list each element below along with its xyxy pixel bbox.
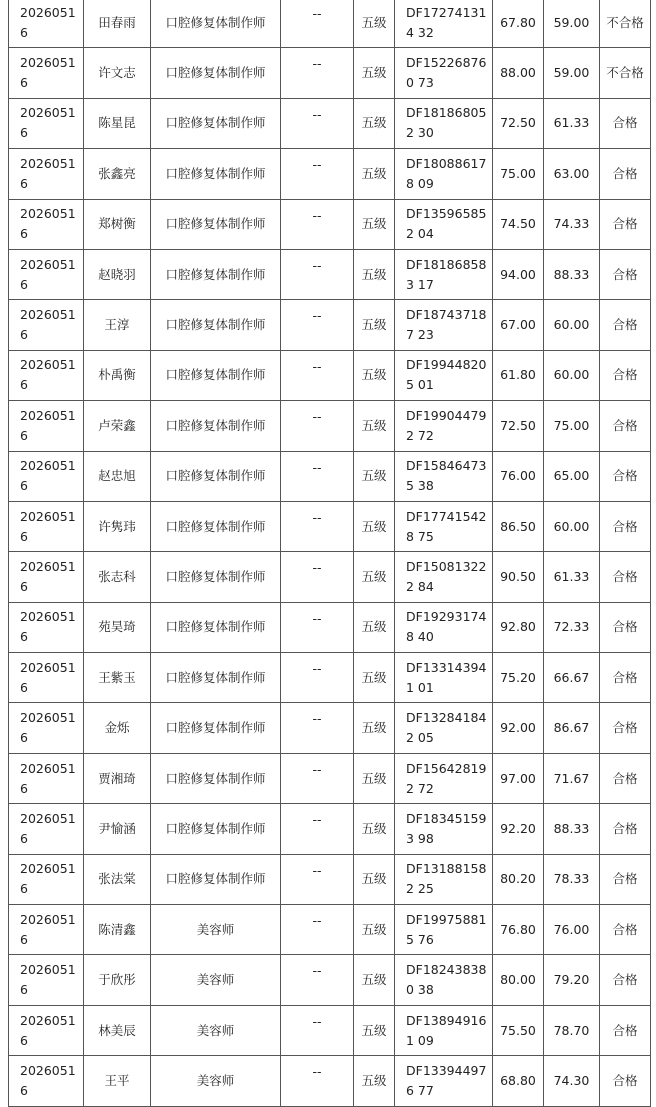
note-cell: -- — [281, 401, 354, 451]
certificate-number-cell: DF133143941 01 — [395, 653, 493, 703]
skill-score-cell: 78.33 — [544, 854, 600, 904]
note-cell: -- — [281, 350, 354, 400]
result-cell: 合格 — [600, 501, 651, 551]
result-cell: 合格 — [600, 451, 651, 501]
level-cell: 五级 — [354, 501, 395, 551]
note-cell: -- — [281, 552, 354, 602]
candidate-name-cell: 苑昊琦 — [84, 602, 151, 652]
note-cell: -- — [281, 905, 354, 955]
occupation-cell: 口腔修复体制作师 — [151, 501, 281, 551]
certificate-number-cell: DF131881582 25 — [395, 854, 493, 904]
level-cell: 五级 — [354, 0, 395, 48]
occupation-cell: 美容师 — [151, 1005, 281, 1055]
certificate-number-cell: DF187437187 23 — [395, 300, 493, 350]
occupation-cell: 口腔修复体制作师 — [151, 804, 281, 854]
candidate-name-cell: 王淳 — [84, 300, 151, 350]
theory-score-cell: 72.50 — [493, 98, 544, 148]
exam-date-cell: 20260516 — [9, 653, 84, 703]
theory-score-cell: 67.80 — [493, 0, 544, 48]
theory-score-cell: 74.50 — [493, 199, 544, 249]
theory-score-cell: 88.00 — [493, 48, 544, 98]
skill-score-cell: 65.00 — [544, 451, 600, 501]
exam-date-cell: 20260516 — [9, 602, 84, 652]
level-cell: 五级 — [354, 199, 395, 249]
skill-score-cell: 63.00 — [544, 149, 600, 199]
note-cell: -- — [281, 199, 354, 249]
skill-score-cell: 86.67 — [544, 703, 600, 753]
skill-score-cell: 75.00 — [544, 401, 600, 451]
exam-date-cell: 20260516 — [9, 401, 84, 451]
table-row — [9, 199, 651, 249]
occupation-cell: 口腔修复体制作师 — [151, 401, 281, 451]
exam-date-cell: 20260516 — [9, 804, 84, 854]
level-cell: 五级 — [354, 98, 395, 148]
exam-date-cell: 20260516 — [9, 300, 84, 350]
note-cell: -- — [281, 653, 354, 703]
certificate-number-cell: DF180886178 09 — [395, 149, 493, 199]
exam-date-cell: 20260516 — [9, 854, 84, 904]
result-cell: 合格 — [600, 905, 651, 955]
occupation-cell: 口腔修复体制作师 — [151, 48, 281, 98]
occupation-cell: 口腔修复体制作师 — [151, 854, 281, 904]
level-cell: 五级 — [354, 955, 395, 1005]
skill-score-cell: 72.33 — [544, 602, 600, 652]
certificate-number-cell: DF192931748 40 — [395, 602, 493, 652]
occupation-cell: 口腔修复体制作师 — [151, 552, 281, 602]
candidate-name-cell: 许隽玮 — [84, 501, 151, 551]
theory-score-cell: 92.80 — [493, 602, 544, 652]
exam-date-cell: 20260516 — [9, 249, 84, 299]
note-cell: -- — [281, 1056, 354, 1106]
table-row — [9, 1005, 651, 1055]
exam-date-cell: 20260516 — [9, 501, 84, 551]
table-row — [9, 300, 651, 350]
certificate-number-cell: DF135965852 04 — [395, 199, 493, 249]
certificate-number-cell: DF181868052 30 — [395, 98, 493, 148]
theory-score-cell: 76.00 — [493, 451, 544, 501]
occupation-cell: 美容师 — [151, 1056, 281, 1106]
result-cell: 不合格 — [600, 48, 651, 98]
score-table — [8, 0, 651, 1107]
candidate-name-cell: 张法棠 — [84, 854, 151, 904]
result-cell: 合格 — [600, 1056, 651, 1106]
theory-score-cell: 67.00 — [493, 300, 544, 350]
occupation-cell: 口腔修复体制作师 — [151, 451, 281, 501]
level-cell: 五级 — [354, 905, 395, 955]
skill-score-cell: 59.00 — [544, 0, 600, 48]
candidate-name-cell: 陈星昆 — [84, 98, 151, 148]
note-cell: -- — [281, 0, 354, 48]
candidate-name-cell: 尹愉涵 — [84, 804, 151, 854]
result-cell: 合格 — [600, 401, 651, 451]
level-cell: 五级 — [354, 552, 395, 602]
occupation-cell: 口腔修复体制作师 — [151, 149, 281, 199]
table-row — [9, 0, 651, 48]
note-cell: -- — [281, 804, 354, 854]
table-row — [9, 653, 651, 703]
certificate-number-cell: DF150813222 84 — [395, 552, 493, 602]
skill-score-cell: 60.00 — [544, 501, 600, 551]
skill-score-cell: 88.33 — [544, 804, 600, 854]
theory-score-cell: 90.50 — [493, 552, 544, 602]
level-cell: 五级 — [354, 653, 395, 703]
note-cell: -- — [281, 249, 354, 299]
skill-score-cell: 59.00 — [544, 48, 600, 98]
level-cell: 五级 — [354, 804, 395, 854]
exam-date-cell: 20260516 — [9, 552, 84, 602]
occupation-cell: 口腔修复体制作师 — [151, 703, 281, 753]
occupation-cell: 口腔修复体制作师 — [151, 653, 281, 703]
note-cell: -- — [281, 955, 354, 1005]
result-cell: 合格 — [600, 149, 651, 199]
note-cell: -- — [281, 501, 354, 551]
result-cell: 不合格 — [600, 0, 651, 48]
skill-score-cell: 71.67 — [544, 753, 600, 803]
skill-score-cell: 60.00 — [544, 300, 600, 350]
candidate-name-cell: 田春雨 — [84, 0, 151, 48]
note-cell: -- — [281, 602, 354, 652]
certificate-number-cell: DF133944976 77 — [395, 1056, 493, 1106]
certificate-number-cell: DF181868583 17 — [395, 249, 493, 299]
occupation-cell: 口腔修复体制作师 — [151, 753, 281, 803]
occupation-cell: 口腔修复体制作师 — [151, 300, 281, 350]
candidate-name-cell: 金烁 — [84, 703, 151, 753]
table-row — [9, 501, 651, 551]
certificate-number-cell: DF156428192 72 — [395, 753, 493, 803]
table-row — [9, 350, 651, 400]
table-row — [9, 48, 651, 98]
exam-date-cell: 20260516 — [9, 1056, 84, 1106]
level-cell: 五级 — [354, 300, 395, 350]
certificate-number-cell: DF199448205 01 — [395, 350, 493, 400]
candidate-name-cell: 张志科 — [84, 552, 151, 602]
theory-score-cell: 75.00 — [493, 149, 544, 199]
theory-score-cell: 68.80 — [493, 1056, 544, 1106]
table-row — [9, 149, 651, 199]
level-cell: 五级 — [354, 401, 395, 451]
level-cell: 五级 — [354, 703, 395, 753]
result-cell: 合格 — [600, 552, 651, 602]
exam-date-cell: 20260516 — [9, 350, 84, 400]
exam-date-cell: 20260516 — [9, 451, 84, 501]
candidate-name-cell: 王平 — [84, 1056, 151, 1106]
level-cell: 五级 — [354, 1005, 395, 1055]
certificate-number-cell: DF132841842 05 — [395, 703, 493, 753]
note-cell: -- — [281, 300, 354, 350]
table-row — [9, 804, 651, 854]
note-cell: -- — [281, 703, 354, 753]
result-cell: 合格 — [600, 955, 651, 1005]
skill-score-cell: 60.00 — [544, 350, 600, 400]
candidate-name-cell: 赵晓羽 — [84, 249, 151, 299]
level-cell: 五级 — [354, 48, 395, 98]
theory-score-cell: 75.50 — [493, 1005, 544, 1055]
exam-date-cell: 20260516 — [9, 98, 84, 148]
result-cell: 合格 — [600, 249, 651, 299]
note-cell: -- — [281, 48, 354, 98]
occupation-cell: 口腔修复体制作师 — [151, 199, 281, 249]
theory-score-cell: 94.00 — [493, 249, 544, 299]
exam-date-cell: 20260516 — [9, 905, 84, 955]
theory-score-cell: 92.00 — [493, 703, 544, 753]
result-cell: 合格 — [600, 350, 651, 400]
occupation-cell: 口腔修复体制作师 — [151, 98, 281, 148]
occupation-cell: 美容师 — [151, 955, 281, 1005]
note-cell: -- — [281, 753, 354, 803]
candidate-name-cell: 朴禹衡 — [84, 350, 151, 400]
level-cell: 五级 — [354, 350, 395, 400]
theory-score-cell: 72.50 — [493, 401, 544, 451]
table-row — [9, 905, 651, 955]
theory-score-cell: 76.80 — [493, 905, 544, 955]
exam-date-cell: 20260516 — [9, 149, 84, 199]
level-cell: 五级 — [354, 149, 395, 199]
level-cell: 五级 — [354, 602, 395, 652]
table-body — [9, 0, 651, 1106]
level-cell: 五级 — [354, 753, 395, 803]
certificate-number-cell: DF199044792 72 — [395, 401, 493, 451]
candidate-name-cell: 许文志 — [84, 48, 151, 98]
skill-score-cell: 66.67 — [544, 653, 600, 703]
exam-date-cell: 20260516 — [9, 1005, 84, 1055]
table-row — [9, 703, 651, 753]
certificate-number-cell: DF177415428 75 — [395, 501, 493, 551]
level-cell: 五级 — [354, 451, 395, 501]
table-row — [9, 1056, 651, 1106]
candidate-name-cell: 陈清鑫 — [84, 905, 151, 955]
candidate-name-cell: 于欣彤 — [84, 955, 151, 1005]
table-row — [9, 602, 651, 652]
occupation-cell: 口腔修复体制作师 — [151, 0, 281, 48]
exam-date-cell: 20260516 — [9, 703, 84, 753]
result-cell: 合格 — [600, 98, 651, 148]
table-row — [9, 401, 651, 451]
candidate-name-cell: 郑树衡 — [84, 199, 151, 249]
certificate-number-cell: DF182438380 38 — [395, 955, 493, 1005]
exam-date-cell: 20260516 — [9, 199, 84, 249]
certificate-number-cell: DF158464735 38 — [395, 451, 493, 501]
skill-score-cell: 88.33 — [544, 249, 600, 299]
table-row — [9, 249, 651, 299]
exam-date-cell: 20260516 — [9, 0, 84, 48]
candidate-name-cell: 林美辰 — [84, 1005, 151, 1055]
candidate-name-cell: 王紫玉 — [84, 653, 151, 703]
skill-score-cell: 74.30 — [544, 1056, 600, 1106]
theory-score-cell: 80.00 — [493, 955, 544, 1005]
theory-score-cell: 80.20 — [493, 854, 544, 904]
level-cell: 五级 — [354, 1056, 395, 1106]
skill-score-cell: 79.20 — [544, 955, 600, 1005]
theory-score-cell: 75.20 — [493, 653, 544, 703]
result-cell: 合格 — [600, 199, 651, 249]
note-cell: -- — [281, 1005, 354, 1055]
note-cell: -- — [281, 451, 354, 501]
certificate-number-cell: DF172741314 32 — [395, 0, 493, 48]
note-cell: -- — [281, 98, 354, 148]
result-cell: 合格 — [600, 854, 651, 904]
skill-score-cell: 74.33 — [544, 199, 600, 249]
note-cell: -- — [281, 854, 354, 904]
table-row — [9, 753, 651, 803]
certificate-number-cell: DF138949161 09 — [395, 1005, 493, 1055]
occupation-cell: 口腔修复体制作师 — [151, 249, 281, 299]
candidate-name-cell: 张鑫亮 — [84, 149, 151, 199]
table-row — [9, 854, 651, 904]
result-cell: 合格 — [600, 653, 651, 703]
occupation-cell: 口腔修复体制作师 — [151, 602, 281, 652]
certificate-number-cell: DF199758815 76 — [395, 905, 493, 955]
skill-score-cell: 61.33 — [544, 98, 600, 148]
result-cell: 合格 — [600, 703, 651, 753]
table-row — [9, 451, 651, 501]
result-cell: 合格 — [600, 753, 651, 803]
theory-score-cell: 86.50 — [493, 501, 544, 551]
occupation-cell: 美容师 — [151, 905, 281, 955]
skill-score-cell: 61.33 — [544, 552, 600, 602]
table-row — [9, 955, 651, 1005]
candidate-name-cell: 卢荣鑫 — [84, 401, 151, 451]
theory-score-cell: 92.20 — [493, 804, 544, 854]
level-cell: 五级 — [354, 249, 395, 299]
result-cell: 合格 — [600, 1005, 651, 1055]
result-cell: 合格 — [600, 804, 651, 854]
theory-score-cell: 97.00 — [493, 753, 544, 803]
table-row — [9, 552, 651, 602]
level-cell: 五级 — [354, 854, 395, 904]
occupation-cell: 口腔修复体制作师 — [151, 350, 281, 400]
exam-date-cell: 20260516 — [9, 753, 84, 803]
theory-score-cell: 61.80 — [493, 350, 544, 400]
table-row — [9, 98, 651, 148]
skill-score-cell: 78.70 — [544, 1005, 600, 1055]
candidate-name-cell: 贾湘琦 — [84, 753, 151, 803]
exam-date-cell: 20260516 — [9, 955, 84, 1005]
certificate-number-cell: DF183451593 98 — [395, 804, 493, 854]
certificate-number-cell: DF152268760 73 — [395, 48, 493, 98]
result-cell: 合格 — [600, 602, 651, 652]
result-cell: 合格 — [600, 300, 651, 350]
exam-date-cell: 20260516 — [9, 48, 84, 98]
note-cell: -- — [281, 149, 354, 199]
skill-score-cell: 76.00 — [544, 905, 600, 955]
candidate-name-cell: 赵忠旭 — [84, 451, 151, 501]
